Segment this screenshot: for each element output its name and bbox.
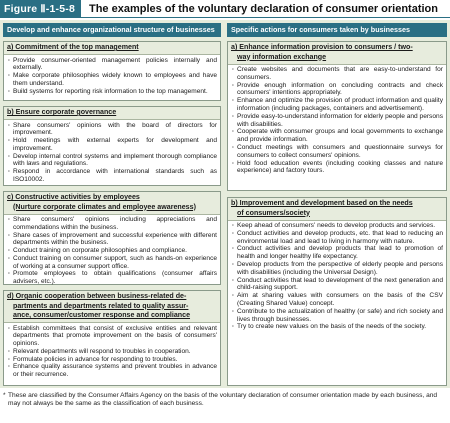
list-item: · Conduct meetings with consumers and questionnaire surveys for consumers to collect consumers' opinions.	[231, 144, 443, 160]
list-item: · Make corporate philosophies widely known to employees and have them understand.	[7, 72, 217, 88]
list-item: · Build systems for reporting risk information to the top management.	[7, 88, 217, 96]
list-item: · Develop products from the perspective of elderly people and persons with disabilities (including the Universal Design).	[231, 261, 443, 277]
list-item: · Formulate policies in advance for responding to troubles.	[7, 356, 217, 364]
list-item: · Provide enough information on concluding contracts and check consumers' intentions appropriately.	[231, 82, 443, 98]
figure-frame	[0, 20, 450, 388]
figure-header	[0, 0, 450, 18]
section-c-left	[3, 191, 221, 285]
list-item: · Provide easy-to-understand information for elderly people and persons with disabilities.	[231, 113, 443, 129]
section-a-left	[3, 41, 221, 101]
section-d-left	[3, 290, 221, 386]
list-item: · Respond in accordance with international standards such as ISO10002.	[7, 168, 217, 184]
section-title: a) Enhance information provision to consumers / two- way information exchange	[228, 42, 446, 65]
left-column-heading: Develop and enhance organizational structure of businesses	[3, 23, 221, 37]
list-item: · Create websites and documents that are easy-to-understand for consumers.	[231, 66, 443, 82]
list-item: · Develop internal control systems and implement thorough compliance with laws and regulations.	[7, 153, 217, 169]
list-item: · Conduct training on corporate philosophies and compliance.	[7, 247, 217, 255]
section-title: b) Improvement and development based on the needs of consumers/society	[228, 198, 446, 221]
item-list	[4, 55, 220, 97]
list-item: · Share consumers' opinions with the board of directors for improvement.	[7, 122, 217, 138]
section-title: b) Ensure corporate governance	[4, 107, 220, 120]
right-column	[227, 23, 447, 331]
list-item: · Conduct activities that lead to development of the next generation and child-raising support.	[231, 277, 443, 293]
left-column	[3, 23, 221, 378]
footnote	[3, 392, 446, 409]
list-item: · Aim at sharing values with consumers on the basis of the CSV (Creating Shared Value) concept.	[231, 292, 443, 308]
list-item: · Conduct activities and develop products, etc. that lead to reducing an environmental load and lead to living in harmony with nature.	[231, 230, 443, 246]
list-item: · Promote employees to obtain qualifications (consumer affairs advisers, etc.).	[7, 270, 217, 286]
item-list	[228, 221, 446, 334]
figure-title: The examples of the voluntary declaration of consumer orientation	[88, 3, 438, 15]
list-item: · Enhance and optimize the provision of product information and quality information (including packages, containers and advertisement).	[231, 97, 443, 113]
item-list	[4, 120, 220, 186]
list-item: · Share cases of improvement and successful experience with different departments within the business.	[7, 232, 217, 248]
list-item: · Relevant departments will respond to troubles in cooperation.	[7, 348, 217, 356]
footnote-text: These are classified by the Consumer Affairs Agency on the basis of the voluntary declaration of consumer orientation made by each business, and may not always be the same as the classification of each business.	[8, 392, 438, 408]
list-item: · Share consumers' opinions including appreciations and commendations within the business.	[7, 216, 217, 232]
section-title: a) Commitment of the top management	[4, 42, 220, 55]
list-item: · Conduct activities and develop products that lead to promotion of health and longer healthy life expectancy.	[231, 245, 443, 261]
list-item: · Enhance quality assurance systems and prevent troubles in advance or their recurrence.	[7, 363, 217, 379]
list-item: · Establish committees that consist of exclusive entities and relevant departments that promote improvement on the basis of consumers' opinions.	[7, 325, 217, 348]
section-b-right	[227, 197, 447, 386]
section-title: d) Organic cooperation between business-related de- partments and departments related to quality assur- ance, consumer/customer response and compliance	[4, 291, 220, 323]
item-list	[228, 65, 446, 178]
footnote-marker: *	[3, 392, 6, 399]
section-a-right	[227, 41, 447, 191]
list-item: · Keep ahead of consumers' needs to develop products and services.	[231, 222, 443, 230]
list-item: · Provide consumer-oriented management policies internally and externally.	[7, 57, 217, 73]
section-subtitle: (Nurture corporate climates and employee awareness)	[13, 202, 196, 211]
right-column-heading: Specific actions for consumers taken by businesses	[227, 23, 447, 37]
item-list	[4, 215, 220, 288]
list-item: · Contribute to the actualization of healthy (or safe) and rich society and lives through businesses.	[231, 308, 443, 324]
item-list	[4, 323, 220, 381]
list-item: · Hold meetings with external experts for development and improvement.	[7, 137, 217, 153]
section-title: c) Constructive activities by employees (Nurture corporate climates and employee awareness)	[4, 192, 220, 215]
list-item: · Try to create new values on the basis of the needs of the society.	[231, 323, 443, 331]
section-b-left	[3, 106, 221, 186]
list-item: · Conduct training on consumer support, such as hands-on experience of working at a consumer support office.	[7, 255, 217, 271]
list-item: · Cooperate with consumer groups and local governments to exchange and provide information.	[231, 128, 443, 144]
figure-label: Figure Ⅱ-1-5-8	[0, 0, 81, 17]
list-item: · Hold food education events (including cooking classes and nature experience) and factory tours.	[231, 160, 443, 176]
